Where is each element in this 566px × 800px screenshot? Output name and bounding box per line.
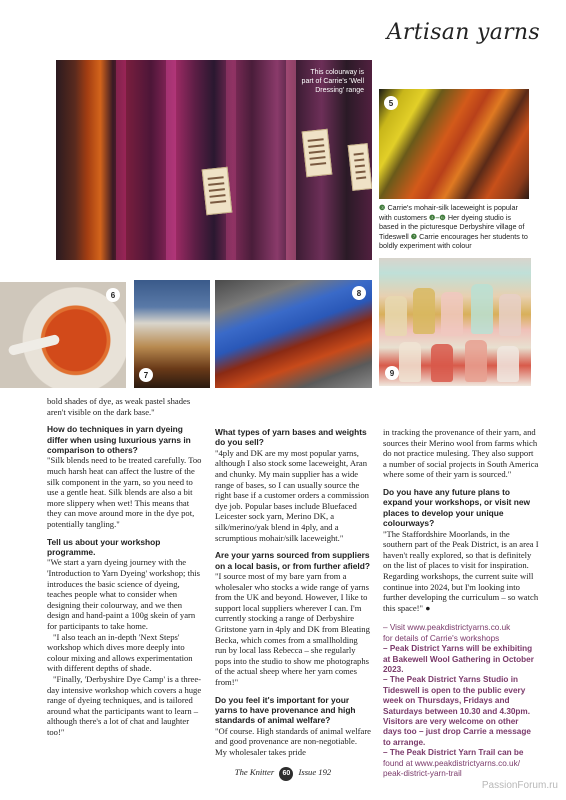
photo-number: 8 [352, 286, 366, 300]
caption-marker: ❸ [379, 203, 386, 212]
link-text: – The Peak District Yarn Trail can be [383, 748, 524, 758]
spoon [8, 334, 61, 356]
photo-number: 6 [106, 288, 120, 302]
paragraph: in tracking the provenance of their yarn, and sources their Merino wool from farms which do not practice mulesing. They also support a number of social projects in South America where some of their yarn is sourced." [383, 427, 539, 480]
page-footer [0, 767, 566, 781]
paragraph-text: "The Staffordshire Moorlands, in the southern part of the Peak District, is an area I haven't really explored, so that is definitely on the list of places to visit for inspiration. Regarding workshops, the current suite will continue into 2024, but I'm looking into further developing the curriculum – so watch this space!" [383, 528, 539, 613]
mohair-silk-yarn-photo [379, 89, 529, 199]
magazine-name: The Knitter [234, 767, 275, 777]
caption-marker: ❹–❻ [428, 212, 446, 222]
text-column-1 [47, 396, 203, 737]
event-info: – Peak District Yarns will be exhibiting at Bakewell Wool Gathering in October 2023. [383, 644, 534, 674]
paragraph: "Finally, 'Derbyshire Dye Camp' is a three-day intensive workshop which covers a huge range of dyeing techniques, and is tailored around what the participants want to learn – although there's a lot of chat and laughter too!" [47, 673, 202, 737]
photo-captions [379, 203, 531, 251]
text-column-2 [215, 427, 371, 758]
question-heading: Do you have any future plans to expand your workshops, or visit new places to develop your unique colourways? [383, 486, 531, 529]
section-title: Artisan yarns [386, 20, 540, 45]
dye-powder-photo [0, 282, 126, 388]
dyeing-yarn-gloves-photo [215, 280, 372, 388]
link-text[interactable]: – Visit www.peakdistrictyarns.co.uk [383, 623, 511, 633]
issue-number: Issue 192 [298, 767, 332, 777]
paragraph: "We start a yarn dyeing journey with the 'Introduction to Yarn Dyeing' workshop; this introduces the basic science of dyeing, teaches people what to consider when designing their colourway, and we then design and hand-paint a 100g skein of yarn for participants to take home. [47, 557, 201, 631]
page-number: 60 [279, 767, 293, 781]
text-column-3 [383, 427, 539, 779]
info-links [383, 623, 539, 779]
yarn-label-tag [202, 167, 233, 215]
question-heading: What types of yarn bases and weights do you sell? [215, 427, 367, 448]
question-heading: Do you feel it's important for your yarns to have provenance and high standards of animal welfare? [215, 694, 356, 726]
website-link[interactable] [383, 623, 539, 644]
paragraph: "Silk blends need to be treated carefully. Too much harsh heat can affect the lustre of the silk component in the yarn, so you need to use a gentle heat. Silk blends are also a bit more slippery when wet! This means that they can move around more in the dye pot, potentially tangling." [47, 455, 202, 529]
yarn-skeins-photo [56, 60, 372, 260]
paragraph: bold shades of dye, as weak pastel shades aren't visible on the dark base." [47, 396, 191, 417]
question-heading: Are your yarns sourced from suppliers on a local basis, or from further afield? [215, 550, 370, 571]
question-heading: How do techniques in yarn dyeing differ when using luxurious yarns in comparison to others? [47, 424, 191, 455]
photo-number: 7 [139, 368, 153, 382]
caption-text: Carrie encourages her students to boldly experiment with colour [379, 231, 528, 251]
paragraph [383, 529, 539, 614]
question-heading: Tell us about your workshop programme. [47, 536, 161, 557]
paragraph: "4ply and DK are my most popular yarns, although I also stock some laceweight, Aran and chunky. My main supplier has a wide range of bases, so I can usually source the right base if a customer orders a commission dye job. Popular bases include Bluefaced Leicester sock yarn, Merino DK, a silk/merino/yak blend in 4ply, and a scrumptious mohair/silk laceweight." [215, 447, 369, 543]
dye-jug-photo [134, 280, 210, 388]
link-text: for details of Carrie's workshops [383, 633, 500, 643]
paragraph: "I also teach an in-depth 'Next Steps' workshop which dives more deeply into colour mixing and allows experimentation with different depths of shade. [47, 631, 193, 674]
main-photo-caption: This colourway is part of Carrie's 'Well Dressing' range [301, 69, 364, 94]
paragraph: "Of course. High standards of animal welfare and good provenance are non-negotiable. My wholesaler takes pride [215, 725, 371, 757]
end-mark: ● [425, 602, 431, 613]
caption-text: Her dyeing studio is based in the picturesque Derbyshire village of Tideswell [379, 212, 525, 241]
caption-marker: ❼ [410, 231, 418, 241]
photo-number: 9 [385, 366, 399, 380]
caption-text: Carrie's mohair-silk laceweight is popular with customers [379, 203, 518, 222]
photo-number: 5 [384, 96, 398, 110]
paragraph: "I source most of my bare yarn from a wholesaler who stocks a wide range of yarns from the UK and beyond. However, I like to support local suppliers wherever I can. I'm currently stocking a range of Derbyshire Gritstone yarn in 4ply and DK from Bleating Becka, which comes from a smallholding run by local lass Rebecca – she regularly pops into the studio to show me photographs of the actual sheep where her yarn comes from!" [215, 570, 370, 687]
dye-bottles-photo [379, 258, 531, 386]
watermark: PassionForum.ru [481, 780, 558, 791]
yarn-label-tag [302, 129, 333, 177]
link-text[interactable]: found at www.peakdistrictyarns.co.uk/ peak-district-yarn-trail [383, 758, 520, 779]
studio-info: – The Peak District Yarns Studio in Tideswell is open to the public every week on Thursdays, Fridays and Saturdays between 10.30 and 4.30pm. Visitors are very welcome on other days too – just drop Carrie a message to arrange. [383, 675, 531, 747]
yarn-label-tag [348, 143, 372, 191]
